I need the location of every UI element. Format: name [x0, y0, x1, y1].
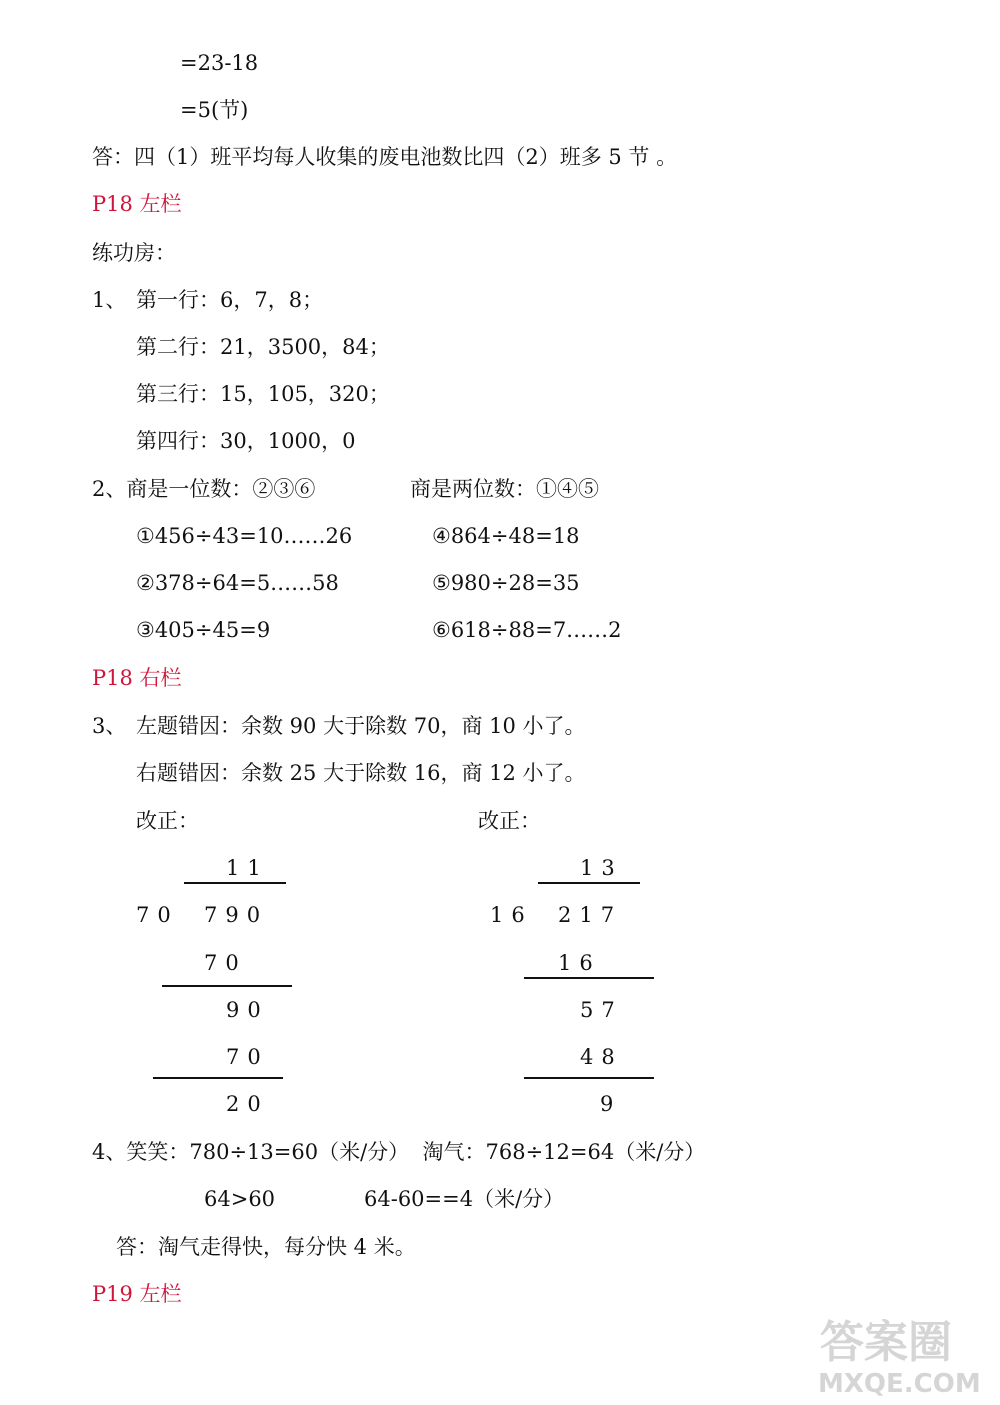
div-left-remainder: 20: [226, 1092, 269, 1116]
q4-line-1: 4、笑笑：780÷13=60（米/分） 淘气：768÷12=64（米/分）: [92, 1140, 706, 1164]
div-left-dividend: 790: [204, 903, 269, 927]
q1-row-4: 第四行：30，1000，0: [136, 429, 356, 453]
q3-number: 3、: [92, 714, 127, 738]
calc-line-2: =5(节): [180, 98, 249, 122]
q2-equation-1: ①456÷43=10……26: [136, 524, 353, 548]
div-right-divisor: 16: [490, 903, 533, 927]
q3-left-error: 左题错因：余数 90 大于除数 70，商 10 小了。: [136, 714, 586, 738]
q2-equation-5: ⑤980÷28=35: [432, 571, 580, 595]
q2-one-digit-quotients: 2、商是一位数：②③⑥: [92, 477, 316, 501]
div-left-step-1: 70: [204, 951, 247, 975]
div-right-dividend: 217: [558, 903, 623, 927]
q2-equation-2: ②378÷64=5……58: [136, 571, 339, 595]
q3-right-error: 右题错因：余数 25 大于除数 16，商 12 小了。: [136, 761, 586, 785]
section-heading-p18-right: P18 右栏: [92, 666, 182, 690]
answer-line: 答：四（1）班平均每人收集的废电池数比四（2）班多 5 节 。: [92, 145, 678, 169]
div-left-divisor: 70: [136, 903, 179, 927]
div-right-quotient: 13: [580, 856, 623, 880]
div-left-rule-1: [162, 985, 292, 987]
q3-correction-left-label: 改正：: [136, 809, 199, 833]
q2-two-digit-quotients: 商是两位数：①④⑤: [410, 477, 599, 501]
q1-number: 1、: [92, 288, 127, 312]
q3-correction-right-label: 改正：: [478, 809, 541, 833]
calc-line-1: =23-18: [180, 51, 259, 75]
div-right-step-1: 16: [558, 951, 601, 975]
div-right-bracket-line: [538, 882, 640, 884]
div-left-rule-2: [153, 1077, 283, 1079]
q2-equation-4: ④864÷48=18: [432, 524, 580, 548]
div-left-step-3: 70: [226, 1045, 269, 1069]
practice-room-label: 练功房：: [92, 241, 176, 265]
div-left-bracket-line: [184, 882, 286, 884]
q2-equation-3: ③405÷45=9: [136, 618, 271, 642]
div-left-step-2: 90: [226, 998, 269, 1022]
q4-comparison: 64>60: [204, 1187, 276, 1211]
q4-difference: 64-60==4（米/分）: [364, 1187, 565, 1211]
q4-answer: 答：淘气走得快，每分快 4 米。: [116, 1235, 416, 1259]
div-left-quotient: 11: [226, 856, 269, 880]
watermark-logo: 答案圈: [820, 1317, 952, 1368]
div-right-rule-1: [524, 977, 654, 979]
div-right-step-3: 48: [580, 1045, 623, 1069]
section-heading-p18-left: P18 左栏: [92, 192, 182, 216]
q1-row-1: 第一行：6，7，8；: [136, 288, 324, 312]
section-heading-p19-left: P19 左栏: [92, 1282, 182, 1306]
div-right-rule-2: [524, 1077, 654, 1079]
q1-row-3: 第三行：15，105，320；: [136, 382, 390, 406]
watermark-site: MXQE.COM: [818, 1369, 981, 1399]
q1-row-2: 第二行：21，3500，84；: [136, 335, 390, 359]
q2-equation-6: ⑥618÷88=7……2: [432, 618, 622, 642]
div-right-remainder: 9: [600, 1092, 622, 1116]
div-right-step-2: 57: [580, 998, 623, 1022]
